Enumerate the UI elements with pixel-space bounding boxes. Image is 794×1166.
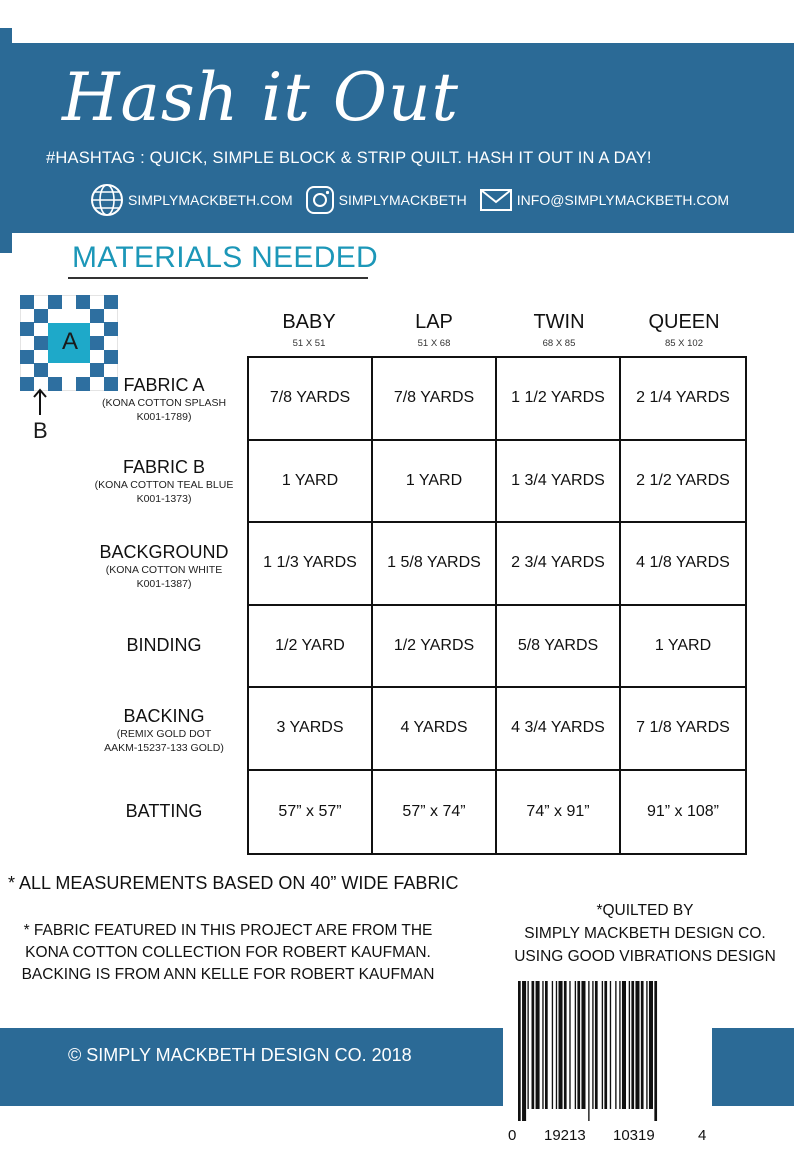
barcode-bar — [588, 981, 589, 1121]
quilted-by-line: *QUILTED BY — [596, 902, 694, 919]
barcode-bar — [532, 981, 535, 1109]
quilted-by-line: USING GOOD VIBRATIONS DESIGN — [514, 948, 776, 965]
measurement-note: * ALL MEASUREMENTS BASED ON 40” WIDE FABRIC — [8, 873, 459, 893]
contact-email[interactable] — [479, 187, 729, 213]
row-label-batting — [82, 800, 246, 822]
table-cell: 1 YARD — [373, 441, 497, 524]
website-text: SIMPLYMACKBETH.COM — [128, 192, 293, 208]
fabric-note-line: BACKING IS FROM ANN KELLE FOR ROBERT KAUFMAN — [21, 966, 435, 983]
pattern-tagline: #HASHTAG : QUICK, SIMPLE BLOCK & STRIP QUILT. HASH IT OUT IN A DAY! — [46, 149, 652, 167]
footer-band-right — [712, 1028, 794, 1106]
barcode-image — [518, 981, 696, 1121]
column-header-twin — [497, 310, 621, 349]
table-cell: 1 1/3 YARDS — [249, 523, 373, 606]
barcode-bar — [635, 981, 639, 1109]
arrow-up-icon — [33, 388, 47, 416]
quilted-by-line: SIMPLY MACKBETH DESIGN CO. — [524, 925, 766, 942]
barcode-bar — [559, 981, 563, 1109]
table-cell: 1/2 YARD — [249, 606, 373, 689]
left-accent-bar — [0, 28, 12, 253]
row-name: BATTING — [125, 801, 203, 821]
quilted-by-note — [500, 899, 790, 968]
barcode-bar — [581, 981, 585, 1109]
table-cell: 2 1/4 YARDS — [621, 358, 745, 441]
barcode-bar — [622, 981, 626, 1109]
globe-icon — [90, 183, 124, 217]
row-sub: K001-1789) — [136, 411, 192, 423]
barcode-bar — [631, 981, 634, 1109]
table-cell: 4 YARDS — [373, 688, 497, 771]
table-cell: 4 1/8 YARDS — [621, 523, 745, 606]
instagram-icon — [305, 185, 335, 215]
contact-website[interactable] — [90, 183, 293, 217]
column-header-lap — [372, 310, 496, 349]
fabric-note — [8, 920, 448, 986]
table-cell: 5/8 YARDS — [497, 606, 621, 689]
table-cell: 1 YARD — [249, 441, 373, 524]
table-cell: 3 YARDS — [249, 688, 373, 771]
column-name: LAP — [415, 311, 453, 333]
barcode-bar — [604, 981, 607, 1109]
row-sub: K001-1373) — [136, 493, 192, 505]
column-header-queen — [622, 310, 746, 349]
table-cell: 7/8 YARDS — [249, 358, 373, 441]
table-cell: 1 5/8 YARDS — [373, 523, 497, 606]
barcode-bar — [564, 981, 567, 1109]
barcode-bar — [629, 981, 630, 1109]
barcode-bar — [649, 981, 653, 1109]
barcode-bar — [602, 981, 603, 1109]
row-name: BACKGROUND — [99, 542, 229, 562]
materials-heading: MATERIALS NEEDED — [72, 241, 378, 274]
barcode-bar — [569, 981, 570, 1109]
row-name: FABRIC B — [122, 457, 206, 477]
barcode-bar — [641, 981, 644, 1109]
table-cell: 7 1/8 YARDS — [621, 688, 745, 771]
column-name: TWIN — [533, 311, 585, 333]
pattern-title: Hash it Out — [62, 59, 460, 136]
row-label-binding — [82, 634, 246, 656]
row-name: BINDING — [126, 635, 202, 655]
row-label-backing — [82, 705, 246, 755]
barcode-bar — [518, 981, 521, 1121]
barcode-bar — [654, 981, 657, 1121]
table-cell: 74” x 91” — [497, 771, 621, 854]
row-label-background — [82, 541, 246, 591]
barcode-bar — [545, 981, 548, 1109]
table-cell: 1 YARD — [621, 606, 745, 689]
table-cell: 57” x 74” — [373, 771, 497, 854]
barcode-bar — [536, 981, 540, 1109]
barcode-bar — [619, 981, 620, 1109]
mail-icon — [479, 187, 513, 213]
column-header-baby — [247, 310, 371, 349]
table-cell: 1 1/2 YARDS — [497, 358, 621, 441]
heading-underline — [68, 277, 368, 279]
column-dims: 85 X 102 — [664, 338, 704, 349]
table-cell: 91” x 108” — [646, 802, 720, 820]
table-cell: 2 1/2 YARDS — [621, 441, 745, 524]
row-sub: (REMIX GOLD DOT — [116, 728, 212, 740]
barcode-bar — [552, 981, 553, 1109]
instagram-text: SIMPLYMACKBETH — [338, 192, 467, 208]
block-label-b: B — [33, 418, 48, 443]
column-name: BABY — [282, 311, 336, 333]
barcode-bar — [542, 981, 543, 1109]
barcode-bar — [610, 981, 611, 1109]
barcode-digit-group: 4 — [698, 1127, 707, 1144]
barcode-bar — [556, 981, 557, 1109]
fabric-note-line: * FABRIC FEATURED IN THIS PROJECT ARE FROM THE — [23, 922, 433, 939]
contact-row — [90, 183, 741, 217]
barcode-digit-group: 19213 — [544, 1127, 586, 1144]
barcode-bar — [646, 981, 647, 1109]
barcode-bar — [577, 981, 580, 1109]
column-dims: 68 X 85 — [542, 338, 576, 349]
barcode-bar — [575, 981, 576, 1109]
table-cell: 1/2 YARDS — [373, 606, 497, 689]
barcode-digit-group: 0 — [508, 1127, 517, 1144]
table-cell: 7/8 YARDS — [373, 358, 497, 441]
table-cell: 2 3/4 YARDS — [497, 523, 621, 606]
barcode-digits — [500, 1127, 714, 1147]
column-dims: 51 X 51 — [292, 338, 326, 349]
row-sub: K001-1387) — [136, 578, 192, 590]
row-sub: (KONA COTTON SPLASH — [101, 397, 227, 409]
column-dims: 51 X 68 — [417, 338, 451, 349]
table-cell: 4 3/4 YARDS — [497, 688, 621, 771]
barcode-bar — [527, 981, 528, 1109]
table-cell: 1 3/4 YARDS — [497, 441, 621, 524]
contact-instagram[interactable] — [305, 185, 467, 215]
row-sub: AAKM-15237-133 GOLD) — [104, 742, 224, 754]
column-name: QUEEN — [648, 311, 720, 333]
barcode-bar — [592, 981, 593, 1109]
table-cell: 57” x 57” — [249, 771, 373, 854]
copyright-text: © SIMPLY MACKBETH DESIGN CO. 2018 — [68, 1045, 412, 1065]
row-name: FABRIC A — [123, 375, 205, 395]
fabric-note-line: KONA COTTON COLLECTION FOR ROBERT KAUFMAN. — [25, 944, 431, 961]
header-banner — [12, 43, 794, 233]
block-label-a: A — [62, 328, 79, 355]
barcode-bar — [615, 981, 616, 1109]
row-name: BACKING — [123, 706, 205, 726]
row-sub: (KONA COTTON TEAL BLUE — [94, 479, 234, 491]
footer-band-left — [0, 1028, 503, 1106]
row-sub: (KONA COTTON WHITE — [105, 564, 223, 576]
barcode-bar — [595, 981, 598, 1109]
row-label-fabric-a — [82, 374, 246, 424]
materials-table — [247, 356, 747, 855]
barcode-digit-group: 10319 — [613, 1127, 655, 1144]
email-text: INFO@SIMPLYMACKBETH.COM — [516, 192, 730, 208]
row-label-fabric-b — [82, 456, 246, 506]
barcode-bar — [522, 981, 526, 1121]
